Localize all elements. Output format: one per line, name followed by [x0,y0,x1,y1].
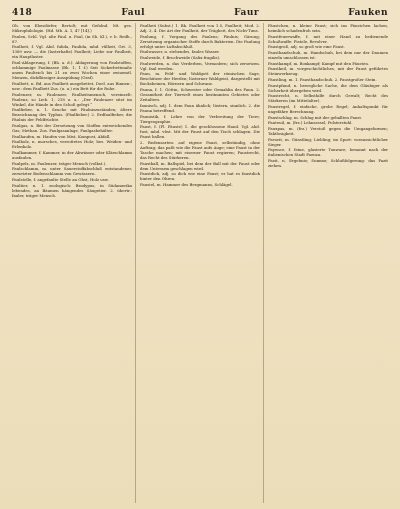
entry-paragraph: Faust, f. (Pl. Fäuste) 1. die geschlossene Hand. Vgl. ahd. fust, mhd. vûst. Mit der Faust auf den Tisch schlagen. Die Faust ballen. [140,124,260,140]
entry-paragraph: Faulweide, f. Bruchweide (Salix fragilis). [140,55,221,61]
entry-paragraph: Faustball, m. Ballspiel, bei dem der Ball mit der Faust oder dem Unterarm geschlagen wird. [140,160,260,171]
entry-paragraph: Faulen, Schl. Vgl. alte Faul. u. Faul, (in Sb. Kl.), v. b. Redh., 87. [12,33,132,44]
entry-paragraph: Faulenzer, m. Faulenzer, Faulheitsmensch, vereinzelt: Faulenz; so Lieb. 1, 218 u. a.: „Der Faulenzer sitzt im Winkel, die Hände in den Schoß gelegt.“ [12,91,132,107]
entry-paragraph: Faulschlamm, m. unter Sauerstoffabschluß entstandener, zersetzter Bodenschlamm von Gewässern. [12,166,132,177]
entry-paragraph: Faulwerden, n. das Verderben, Vermodern; sich zersetzen. Vgl. faul werden. [140,60,260,71]
page-header [12,6,388,20]
entry-paragraph: Faultier, n. 1. zoologisch: Bradypus, in Südamerika lebendes, an Bäumen hängendes Säugetier. 2. übertr.: fauler, träger Mensch. [12,182,132,198]
column-right [268,23,388,503]
page-number: 418 [12,8,33,18]
entry-paragraph: Fauna, f. 1. Göttin, Schwester oder Gemahlin des Faun. 2. Gesamtheit der Tierwelt eines bestimmten Gebietes oder Zeitalters. [140,87,260,103]
entry-paragraph: Fayence, f. feine, glasierte Tonware, benannt nach der italienischen Stadt Faenza. [268,147,388,158]
entry-paragraph: Faustschlag, m. Schlag mit der geballten Faust. [268,114,363,120]
entry-paragraph: Fazit, n. Ergebnis; Summe; Schlußfolgerung: das Fazit ziehen. [268,158,388,169]
header-rule [12,20,388,21]
text-columns [12,23,388,503]
entry-paragraph: Faulheit (Subst.) 1. Bk. Faulheit von 1.5, Faulheit; Mod. 2. Adj. 3, 4. Die Art der Faulheit, der Trägheit, des Nicht-Tuns. [140,23,260,34]
entry-paragraph: Fäustchen, n. kleine Faust; sich ins Fäustchen lachen, heimlich schadenfroh sein. [268,23,388,34]
entry-paragraph: Faulung, f. Vorgang des Faulens; Fäulnis; Gärung; Zersetzung organischer Stoffe durch Bakterien. Die Faulung erfolgt unter Luftabschluß. [140,33,260,49]
entry-paragraph: Faulpelz, m. Faulenzer, träger Mensch (volkst.). [12,160,107,166]
entry-paragraph: Faustpfand, n. bewegliche Sache, die dem Gläubiger als Sicherheit übergeben wird. [268,82,388,93]
entry-paragraph: Faustdick, adj. so dick wie eine Faust; er hat es faustdick hinter den Ohren. [140,171,260,182]
column-left [12,23,136,503]
right-headword: Fauken [348,8,388,18]
entry-paragraph: Faulfieber, n. 1. Seuche mit Fäulniszuständen; ältere Bezeichnung des Typhus. (Fäulfieber.) 2. Erdfaulfieber, die Fäulnis der Feldfrüchte. [12,107,132,123]
entry-paragraph: Faun, m. Feld- und Waldgott der römischen Sage, Beschützer der Herden; lüsterner Waldgeist, dargestellt mit Bocksbeinen, Hörnern und Schwanz. [140,71,260,87]
entry-paragraph: Fauxpas, m. (frz.) Verstoß gegen die Umgangsformen; Taktlosigkeit. [268,126,388,137]
entry-paragraph: Fauteuil, m. (frz.) Lehnsessel, Polsterstuhl. [268,120,353,126]
entry-paragraph: Favorit, m. Günstling; Liebling; im Sport: voraussichtlicher Sieger. [268,136,388,147]
entry-paragraph: Ob. von Ebesdörfer, Bertolt; mit Gefolnd. Mt. ges. Mikrophilologie. (Hd. Mb. A. 1, 47 [14].) [12,23,132,34]
entry-paragraph: Fäustling, m. 1. Fausthandschuh. 2. Faustgroßer Stein. [268,77,377,83]
entry-paragraph: Faustfeuerwaffe, f. mit einer Hand zu bedienende Schußwaffe: Pistole, Revolver. [268,33,388,44]
entry-paragraph: Faustregel, f. einfache, grobe Regel; Anhaltspunkt für ungefähre Berechnung. [268,104,388,115]
entry-paragraph: Faulstelle, f. angefaulte Stelle an Obst, Holz usw. [12,177,109,183]
entry-paragraph: Faulheit, f. Vgl. Ahd. fulida, Faulida, mhd. vûlheit, Grt. 3, 1389 usw. — die (lasterhafte) Faulheit; Liebe zur Faulheit, ein Hauptlaster. [12,44,132,60]
entry-paragraph: Faustkeil, m. vorgeschichtliches, mit der Faust geführtes Steinwerkzeug. [268,66,388,77]
entry-paragraph: Faustel, m. Hammer des Bergmanns, Schlägel. [140,182,233,188]
left-headword: Faul [121,8,146,18]
entry-paragraph: Faul-Ablagerung, f. (Bh. a. d.): Ablagerung von Faulstoffen, schlammige Faulmasse (Bh. 1, 1 f.) Seit Sickerbettmaße anem Faulteich bis 21 zu zwei Wochen einer zwiuemtl. Menzen, dickflüssiger Ausspülung (Graf). [12,60,132,81]
entry-paragraph: Faulholz, n. morsches, verrottetes Holz; bes. Weiden- und Erlenholz. [12,139,132,150]
entry-paragraph: Faustrecht, n. Selbsthilfe durch Gewalt; Recht des Stärkeren (im Mittelalter). [268,93,388,104]
entry-paragraph: Faustkampf, m. Boxkampf; Kampf mit den Fäusten. [268,60,370,66]
center-headword: Faur [234,8,260,18]
entry-paragraph: 2. Redensarten: auf eigene Faust, selbständig, ohne Auftrag; das paßt wie die Faust aufs Auge; eine Faust in der Tasche machen; mit eiserner Faust regieren; Faustrecht, das Recht des Stärkeren. [140,139,260,161]
entry-paragraph: Faulkammer, f. Kammer, in der Abwässer oder Klärschlamm ausfaulen. [12,150,132,161]
entry-paragraph: faunisch, adj. 1. dem Faun ähnlich; lüstern, sinnlich. 2. die Fauna betreffend. [140,102,260,113]
entry-paragraph: Faulbett, n. Bd. aus Faulbett ausgebettet, Doel. aus Rinnen-, usw.: dem Faulbett Zus. (u. a.) ein Bett für die Ruhe. [12,80,132,91]
entry-paragraph: Fausthandschuh, m. Handschuh, bei dem nur der Daumen einzeln umschlossen ist. [268,50,388,61]
entry-paragraph: Faustgroß, adj. so groß wie eine Faust. [268,44,345,50]
entry-paragraph: Faulhaufen, m. Haufen von Mist, Kompost, Abfall. [12,133,111,139]
entry-paragraph: Faunistik, f. Lehre von der Verbreitung der Tiere; Tiergeographie. [140,113,260,124]
entry-paragraph: Faulwasser, n. stehendes, faules Wasser. [140,49,220,55]
column-middle [140,23,264,503]
entry-paragraph: Faulgas, n. Bei der Zersetzung von Stoffen entweichendes Gas; Methan. Zus. Faulgasanlage, Faulgasbehälter. [12,123,132,134]
